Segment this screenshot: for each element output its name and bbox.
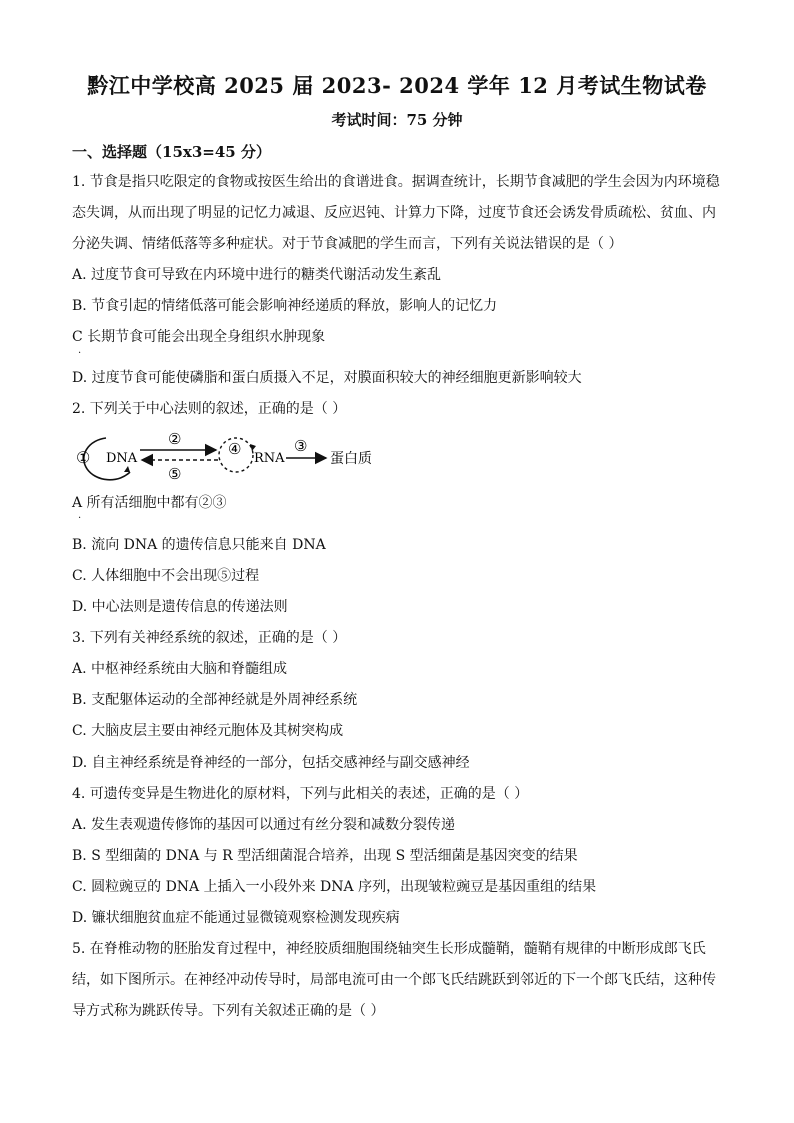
label-1: ① <box>76 448 91 467</box>
q2-stem: 2. 下列关于中心法则的叙述，正确的是（ ） <box>72 401 347 417</box>
q3-option-a: A. 中枢神经系统由大脑和脊髓组成 <box>72 661 288 677</box>
q1-option-d: D. 过度节食可能使磷脂和蛋白质摄入不足，对膜面积较大的神经细胞更新影响较大 <box>72 370 582 386</box>
q1-stem-line: 1. 节食是指只吃限定的食物或按医生给出的食谱进食。据调查统计，长期节食减肥的学生会因为内环境稳 <box>72 174 720 190</box>
exam-title: 黔江中学校高 2025 届 2023- 2024 学年 12 月考试生物试卷 <box>87 73 707 98</box>
q1-option-b: B. 节食引起的情绪低落可能会影响神经递质的释放，影响人的记忆力 <box>72 298 498 314</box>
q5-stem-line: 导方式称为跳跃传导。下列有关叙述正确的是（ ） <box>72 1003 385 1019</box>
label-2: ② <box>168 430 182 448</box>
q4-stem: 4. 可遗传变异是生物进化的原材料，下列与此相关的表述，正确的是（ ） <box>72 786 529 802</box>
q4-option-a: A. 发生表观遗传修饰的基因可以通过有丝分裂和减数分裂传递 <box>72 817 456 833</box>
q3-option-c: C. 大脑皮层主要由神经元胞体及其树突构成 <box>72 723 344 739</box>
q1-option-c: C 长期节食可能会出现全身组织水肿现象 <box>72 329 326 345</box>
label-5: ⑤ <box>168 465 182 483</box>
central-dogma-diagram <box>72 428 392 488</box>
q5-stem-line: 结，如下图所示。在神经冲动传导时，局部电流可由一个郎飞氏结跳跃到邻近的下一个郎飞氏结，这种传 <box>72 972 716 988</box>
label-4: ④ <box>228 440 242 458</box>
q2-option-c: C. 人体细胞中不会出现⑤过程 <box>72 568 260 584</box>
label-3: ③ <box>294 437 308 455</box>
q5-stem-line: 5. 在脊椎动物的胚胎发育过程中，神经胶质细胞围绕轴突生长形成髓鞘，髓鞘有规律的中断形成郎飞氏 <box>72 941 706 957</box>
q2-option-d: D. 中心法则是遗传信息的传递法则 <box>72 599 288 615</box>
section-heading: 一、选择题（15x3=45 分） <box>72 143 271 161</box>
q4-option-c: C. 圆粒豌豆的 DNA 上插入一小段外来 DNA 序列，出现皱粒豌豆是基因重组的结果 <box>72 879 597 895</box>
replication-arrowhead <box>124 466 130 472</box>
q4-option-b: B. S 型细菌的 DNA 与 R 型活细菌混合培养，出现 S 型活细菌是基因突变的结果 <box>72 848 578 864</box>
exam-time: 考试时间：75 分钟 <box>331 111 463 129</box>
q2-option-b: B. 流向 DNA 的遗传信息只能来自 DNA <box>72 537 326 553</box>
q3-stem: 3. 下列有关神经系统的叙述，正确的是（ ） <box>72 630 347 646</box>
label-protein: 蛋白质 <box>330 451 372 467</box>
q3-option-b: B. 支配躯体运动的全部神经就是外周神经系统 <box>72 692 358 708</box>
stray-dot: . <box>78 345 82 356</box>
q1-option-a: A. 过度节食可导致在内环境中进行的糖类代谢活动发生紊乱 <box>72 267 442 283</box>
stray-dot: . <box>78 510 82 521</box>
q2-option-a: A 所有活细胞中都有②③ <box>72 495 227 511</box>
q4-option-d: D. 镰状细胞贫血症不能通过显微镜观察检测发现疾病 <box>72 910 400 926</box>
q1-stem-line: 分泌失调、情绪低落等多种症状。对于节食减肥的学生而言，下列有关说法错误的是（ ） <box>72 236 623 252</box>
q1-stem-line: 态失调，从而出现了明显的记忆力减退、反应迟钝、计算力下降，过度节食还会诱发骨质疏松、贫血、内 <box>72 205 716 221</box>
q3-option-d: D. 自主神经系统是脊神经的一部分，包括交感神经与副交感神经 <box>72 755 470 771</box>
label-dna: DNA <box>106 451 138 466</box>
label-rna: RNA <box>254 451 285 466</box>
